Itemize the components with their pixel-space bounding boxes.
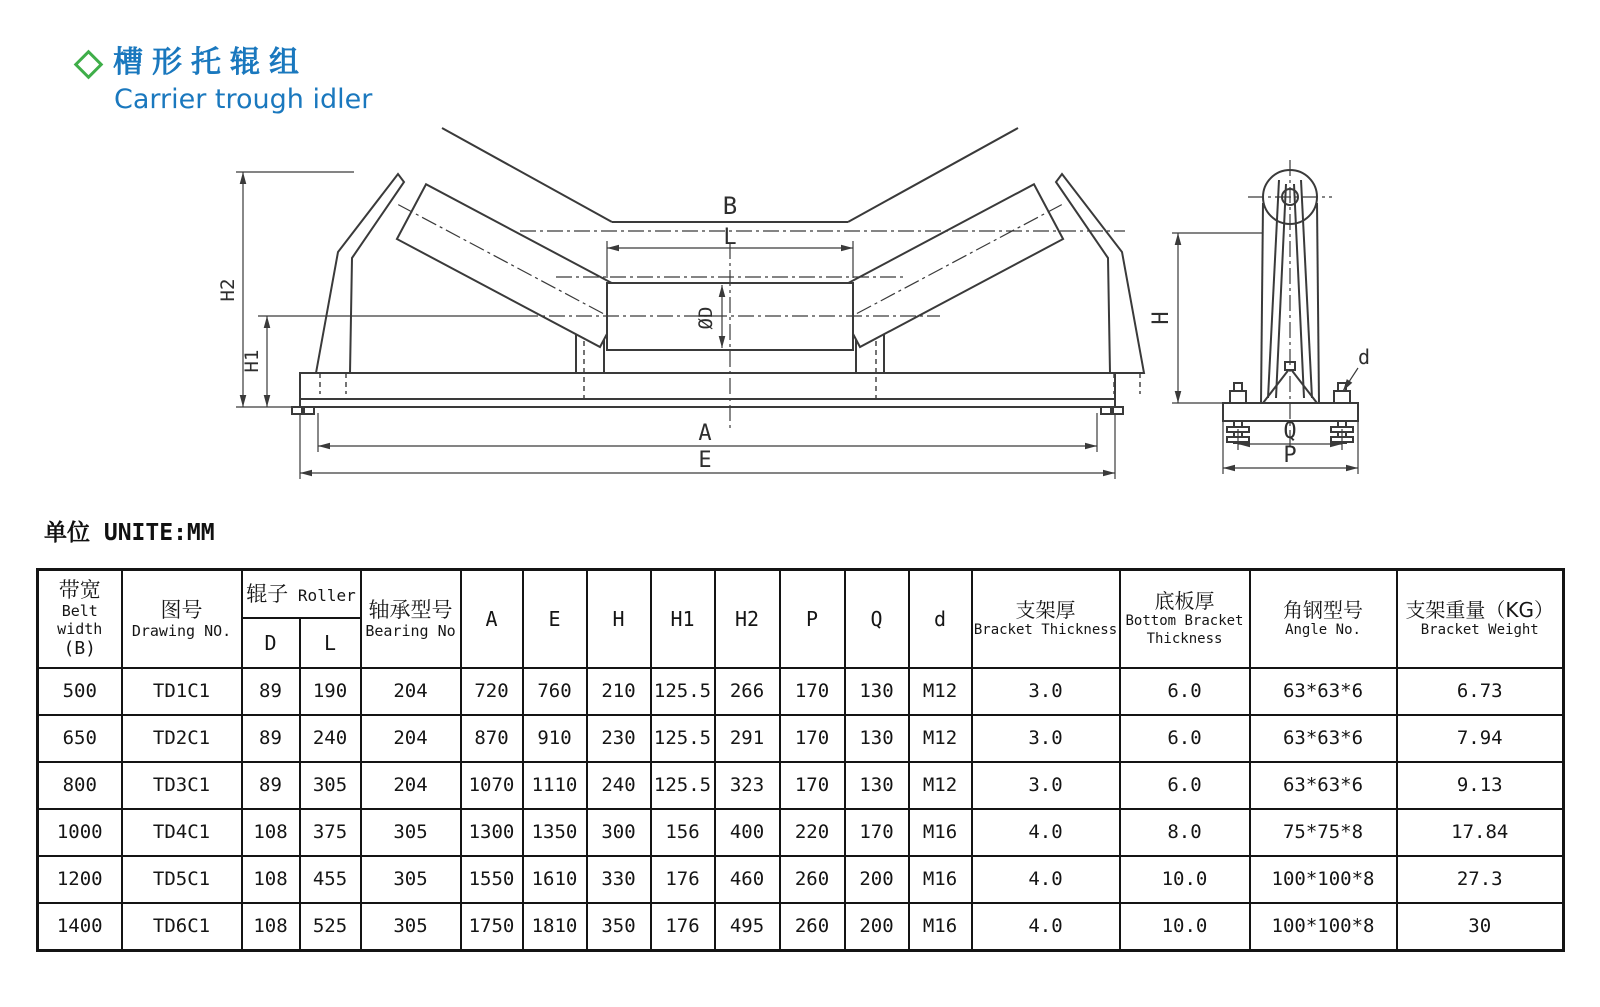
- table-cell: 75*75*8: [1250, 809, 1397, 856]
- table-cell: 100*100*8: [1250, 903, 1397, 951]
- table-cell: 350: [587, 903, 651, 951]
- col-header-H1: H1: [651, 570, 715, 668]
- table-cell: TD1C1: [122, 668, 242, 715]
- dim-label-P: P: [1283, 443, 1297, 468]
- table-cell: 305: [361, 903, 461, 951]
- table-cell: 1110: [523, 762, 587, 809]
- base-flange: [300, 399, 1115, 407]
- table-cell: 6.0: [1120, 668, 1250, 715]
- table-cell: 108: [242, 856, 300, 903]
- table-cell: 190: [300, 668, 361, 715]
- base-plate: [300, 373, 1115, 399]
- table-cell: 7.94: [1397, 715, 1564, 762]
- table-row: [38, 903, 1564, 951]
- outer-bracket-left: [316, 174, 404, 394]
- table-cell: 495: [715, 903, 780, 951]
- table-cell: 204: [361, 668, 461, 715]
- side-roller-left: [383, 177, 642, 354]
- table-cell: 8.0: [1120, 809, 1250, 856]
- table-cell: M16: [909, 856, 972, 903]
- table-cell: 266: [715, 668, 780, 715]
- table-cell: 3.0: [972, 762, 1120, 809]
- table-cell: 323: [715, 762, 780, 809]
- table-cell: 170: [780, 668, 845, 715]
- table-cell: 125.5: [651, 762, 715, 809]
- front-view-drawing: [217, 128, 1144, 479]
- spec-table-body: [38, 668, 1564, 951]
- table-cell: 650: [38, 715, 122, 762]
- table-cell: 760: [523, 668, 587, 715]
- table-cell: 305: [361, 809, 461, 856]
- dim-label-d: d: [1357, 345, 1371, 369]
- dim-label-A: A: [698, 421, 712, 446]
- dim-label-B: B: [722, 192, 738, 220]
- table-cell: 230: [587, 715, 651, 762]
- unit-note: 单位 UNITE:MM: [44, 520, 215, 546]
- table-row: [38, 668, 1564, 715]
- side-view-drawing: [1149, 160, 1370, 474]
- table-cell: 4.0: [972, 809, 1120, 856]
- table-cell: 200: [845, 856, 909, 903]
- table-cell: 1400: [38, 903, 122, 951]
- table-cell: 1750: [461, 903, 523, 951]
- table-cell: 300: [587, 809, 651, 856]
- table-cell: 220: [780, 809, 845, 856]
- table-cell: 4.0: [972, 903, 1120, 951]
- table-cell: 4.0: [972, 856, 1120, 903]
- table-cell: 330: [587, 856, 651, 903]
- table-cell: 17.84: [1397, 809, 1564, 856]
- table-cell: 9.13: [1397, 762, 1564, 809]
- dim-label-L: L: [723, 225, 737, 250]
- table-cell: 305: [300, 762, 361, 809]
- table-cell: 10.0: [1120, 856, 1250, 903]
- table-cell: 204: [361, 715, 461, 762]
- col-header-bottom-bracket-thickness: 底板厚 Bottom Bracket Thickness: [1120, 570, 1250, 668]
- col-header-roller-d: D: [242, 618, 300, 668]
- table-cell: 170: [845, 809, 909, 856]
- table-cell: 455: [300, 856, 361, 903]
- side-roller-right: [819, 177, 1078, 354]
- table-cell: 6.0: [1120, 715, 1250, 762]
- col-header-belt-width: 带宽 Belt width (B): [38, 570, 122, 668]
- table-cell: 200: [845, 903, 909, 951]
- table-cell: 125.5: [651, 668, 715, 715]
- table-cell: 500: [38, 668, 122, 715]
- table-cell: 1200: [38, 856, 122, 903]
- table-cell: 130: [845, 762, 909, 809]
- table-cell: M16: [909, 903, 972, 951]
- table-cell: TD4C1: [122, 809, 242, 856]
- col-header-angle-no: 角钢型号 Angle No.: [1250, 570, 1397, 668]
- table-row: [38, 856, 1564, 903]
- col-header-bearing: 轴承型号 Bearing No: [361, 570, 461, 668]
- col-header-H2: H2: [715, 570, 780, 668]
- col-header-bracket-thickness: 支架厚 Bracket Thickness: [972, 570, 1120, 668]
- table-cell: 6.73: [1397, 668, 1564, 715]
- dim-label-Q: Q: [1283, 419, 1297, 444]
- table-cell: 240: [300, 715, 361, 762]
- table-cell: TD6C1: [122, 903, 242, 951]
- table-cell: 89: [242, 668, 300, 715]
- dim-label-H1: H1: [241, 349, 263, 373]
- dim-label-diameter: ØD: [695, 306, 717, 330]
- dim-label-H: H: [1149, 311, 1174, 325]
- col-header-roller: 辊子 Roller: [242, 570, 361, 618]
- table-cell: 100*100*8: [1250, 856, 1397, 903]
- table-cell: TD3C1: [122, 762, 242, 809]
- dim-label-E: E: [698, 448, 712, 473]
- table-cell: 89: [242, 715, 300, 762]
- table-cell: 63*63*6: [1250, 762, 1397, 809]
- col-header-roller-l: L: [300, 618, 361, 668]
- table-cell: 800: [38, 762, 122, 809]
- table-cell: 1350: [523, 809, 587, 856]
- table-row: [38, 715, 1564, 762]
- col-header-bracket-weight: 支架重量（KG） Bracket Weight: [1397, 570, 1564, 668]
- col-header-d: d: [909, 570, 972, 668]
- table-cell: 720: [461, 668, 523, 715]
- table-cell: 27.3: [1397, 856, 1564, 903]
- table-cell: TD5C1: [122, 856, 242, 903]
- table-cell: 176: [651, 856, 715, 903]
- table-cell: 870: [461, 715, 523, 762]
- col-header-P: P: [780, 570, 845, 668]
- spec-table: [36, 568, 1565, 952]
- table-cell: 400: [715, 809, 780, 856]
- table-cell: TD2C1: [122, 715, 242, 762]
- table-cell: 910: [523, 715, 587, 762]
- table-cell: 63*63*6: [1250, 715, 1397, 762]
- table-cell: 130: [845, 668, 909, 715]
- table-cell: 1810: [523, 903, 587, 951]
- table-cell: 3.0: [972, 668, 1120, 715]
- table-cell: 291: [715, 715, 780, 762]
- table-cell: 89: [242, 762, 300, 809]
- table-cell: 305: [361, 856, 461, 903]
- col-header-drawing-no: 图号 Drawing NO.: [122, 570, 242, 668]
- table-cell: 3.0: [972, 715, 1120, 762]
- table-row: [38, 762, 1564, 809]
- table-cell: 108: [242, 903, 300, 951]
- col-header-A: A: [461, 570, 523, 668]
- dim-label-H2: H2: [217, 278, 239, 302]
- table-cell: 10.0: [1120, 903, 1250, 951]
- table-cell: 260: [780, 903, 845, 951]
- table-cell: 204: [361, 762, 461, 809]
- table-cell: 260: [780, 856, 845, 903]
- table-cell: 1000: [38, 809, 122, 856]
- col-header-E: E: [523, 570, 587, 668]
- page-title-en: Carrier trough idler: [114, 84, 373, 115]
- table-cell: 1070: [461, 762, 523, 809]
- table-cell: 156: [651, 809, 715, 856]
- table-cell: M12: [909, 715, 972, 762]
- col-header-H: H: [587, 570, 651, 668]
- table-cell: 460: [715, 856, 780, 903]
- table-cell: 210: [587, 668, 651, 715]
- table-cell: 1300: [461, 809, 523, 856]
- table-cell: 240: [587, 762, 651, 809]
- col-header-Q: Q: [845, 570, 909, 668]
- table-cell: 125.5: [651, 715, 715, 762]
- table-cell: 1550: [461, 856, 523, 903]
- page-title-zh: 槽形托辊组: [113, 45, 308, 80]
- table-cell: 170: [780, 762, 845, 809]
- table-cell: 525: [300, 903, 361, 951]
- table-cell: 1610: [523, 856, 587, 903]
- table-cell: 170: [780, 715, 845, 762]
- table-cell: M16: [909, 809, 972, 856]
- table-cell: 6.0: [1120, 762, 1250, 809]
- table-cell: 176: [651, 903, 715, 951]
- table-cell: M12: [909, 668, 972, 715]
- table-row: [38, 809, 1564, 856]
- table-cell: 108: [242, 809, 300, 856]
- table-cell: 130: [845, 715, 909, 762]
- table-cell: M12: [909, 762, 972, 809]
- outer-bracket-right: [1056, 174, 1144, 394]
- table-cell: 375: [300, 809, 361, 856]
- table-cell: 63*63*6: [1250, 668, 1397, 715]
- table-cell: 30: [1397, 903, 1564, 951]
